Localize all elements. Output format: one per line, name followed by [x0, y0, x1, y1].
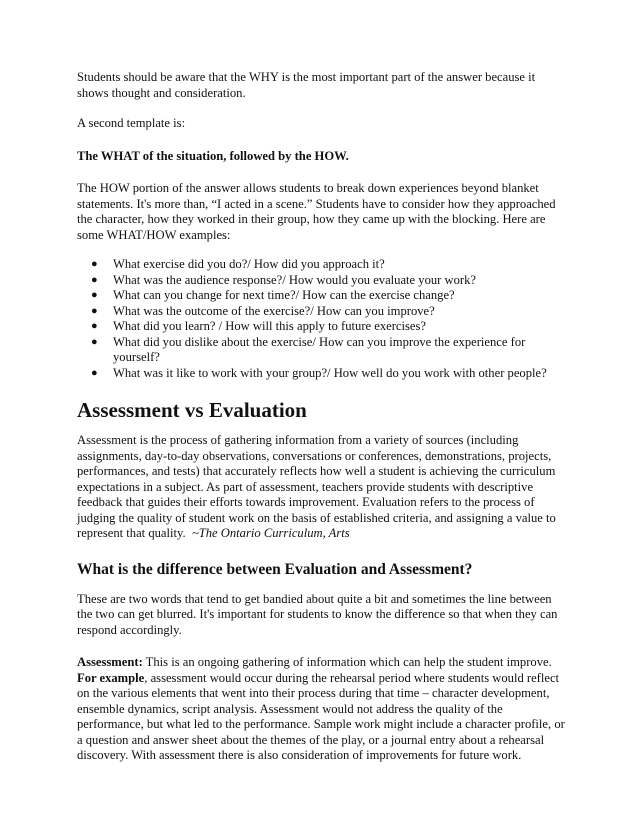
assessment-body-text: , assessment would occur during the rehearsal period where students would reflect on the various elements that went into their process during that time – character development, ensemble dynamics, script analysis. Assessment would not address the quality of the performance, but what led to the performance. Sample work might include a character profile, or a question and answer sheet about the themes of the play, or a journal entry about a rehearsal discovery. With assessment there is also consideration of improvements for future work. [77, 670, 565, 762]
assessment-definition-text: Assessment is the process of gathering information from a variety of sources (including assignments, day-to-day observations, conversations or conferences, demonstrations, projects, performances, and tests) that accurately reflects how well a student is achieving the curriculum expectations in a subject. As part of assessment, teachers provide students with descriptive feedback that guides their efforts towards improvement. Evaluation refers to the process of judging the quality of student work on the basis of established criteria, and assigning a value to represent that quality. [77, 433, 556, 540]
why-paragraph: Students should be aware that the WHY is the most important part of the answer because it shows thought and consideration. [77, 70, 536, 100]
list-item [91, 303, 567, 320]
bullet-icon: ● [91, 273, 98, 286]
what-how-examples-list [77, 257, 567, 381]
example-label: For example [77, 670, 145, 685]
list-item-text: What exercise did you do?/ How did you approach it? [113, 257, 385, 271]
difference-heading: What is the difference between Evaluation and Assessment? [77, 560, 473, 578]
list-item-text: What can you change for next time?/ How can the exercise change? [113, 288, 455, 302]
assessment-label: Assessment: [77, 655, 143, 669]
difference-paragraph: These are two words that tend to get bandied about quite a bit and sometimes the line between the two can get blurred. It's important for students to know the difference so that when they can respond accordingly. [77, 591, 558, 637]
bullet-icon: ● [91, 335, 98, 348]
list-item-text: What was it like to work with your group?/ How well do you work with other people? [113, 365, 547, 380]
assessment-definition-paragraph [77, 433, 567, 542]
assessment-intro-text: This is an ongoing gathering of information which can help the student improve. [142, 655, 552, 669]
list-item-text: What was the audience response?/ How would you evaluate your work? [113, 272, 476, 287]
assessment-vs-evaluation-heading: Assessment vs Evaluation [77, 398, 307, 422]
list-item-text: What did you learn? / How will this apply to future exercises? [113, 319, 427, 333]
bullet-icon: ● [91, 366, 98, 379]
bullet-icon: ● [91, 304, 98, 317]
list-item [91, 257, 567, 273]
second-template-line: A second template is: [77, 116, 186, 130]
list-item [91, 288, 567, 304]
list-item [91, 334, 567, 366]
list-item [91, 365, 567, 382]
citation: ~The Ontario Curriculum, Arts [191, 526, 350, 540]
how-paragraph: The HOW portion of the answer allows students to break down experiences beyond blanket statements. It's more than, “I acted in a scene.” Students have to consider how they approached the character, how they worked in their group, how they came up with the blocking. Here are some WHAT/HOW examples: [77, 181, 556, 242]
list-item [91, 272, 567, 289]
list-item [91, 319, 567, 335]
assessment-explanation-paragraph [77, 655, 567, 764]
bullet-icon: ● [91, 258, 98, 270]
bullet-icon: ● [91, 320, 98, 332]
what-how-heading: The WHAT of the situation, followed by the HOW. [77, 148, 349, 163]
bullet-icon: ● [91, 289, 98, 301]
list-item-text: What did you dislike about the exercise/ How can you improve the experience for yourself? [113, 334, 526, 364]
document-page [77, 70, 567, 764]
list-item-text: What was the outcome of the exercise?/ How can you improve? [113, 303, 435, 318]
